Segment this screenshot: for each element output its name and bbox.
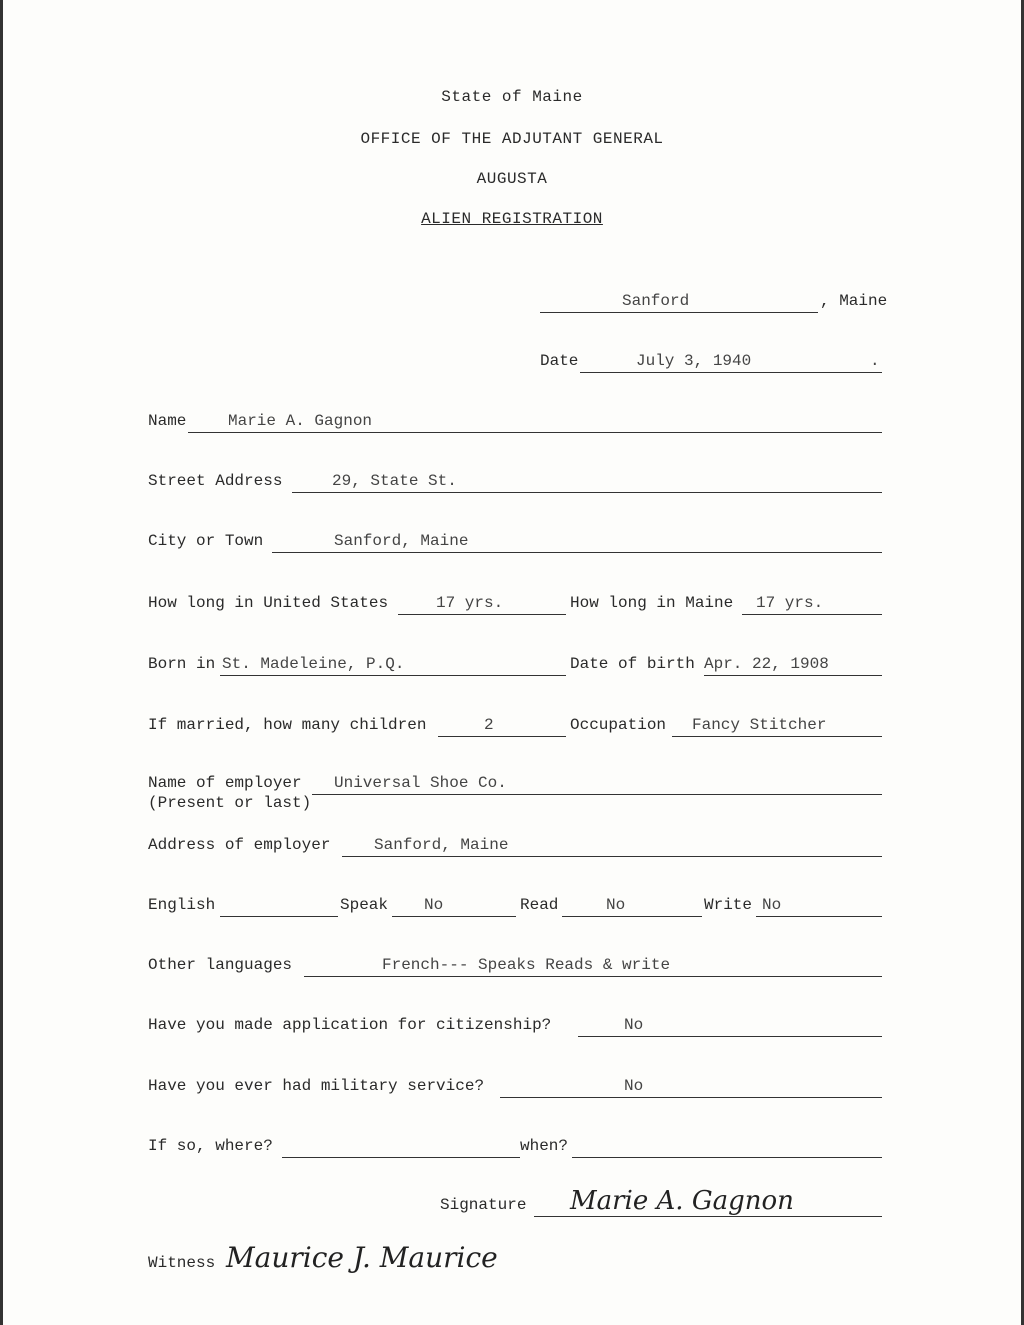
employer-address-label: Address of employer: [148, 836, 331, 854]
children-field[interactable]: 2: [438, 716, 566, 737]
born-label: Born in: [148, 655, 216, 673]
citizenship-row: [148, 1016, 884, 1040]
dob-label: Date of birth: [570, 655, 695, 673]
where-field[interactable]: [282, 1137, 520, 1158]
when-field[interactable]: [572, 1137, 882, 1158]
signature-handwriting: Marie A. Gagnon: [570, 1186, 794, 1216]
witness-row: [148, 1241, 568, 1278]
occupation-field[interactable]: Fancy Stitcher: [672, 716, 882, 737]
english-label: English: [148, 896, 216, 914]
form-title: ALIEN REGISTRATION: [421, 210, 603, 228]
citizenship-field[interactable]: No: [578, 1016, 882, 1037]
city-label: City or Town: [148, 532, 264, 550]
left-scan-edge: [0, 0, 3, 1325]
signature-label: Signature: [440, 1196, 527, 1214]
date-row: [540, 352, 885, 376]
state-suffix: , Maine: [820, 292, 888, 310]
write-label: Write: [704, 896, 753, 914]
name-field[interactable]: Marie A. Gagnon: [188, 412, 882, 433]
birth-row: [148, 655, 884, 679]
maine-years-field[interactable]: 17 yrs.: [742, 594, 882, 615]
witness-field[interactable]: [220, 1241, 560, 1275]
town-field[interactable]: Sanford: [540, 292, 818, 313]
date-field[interactable]: July 3, 1940 .: [580, 352, 882, 373]
employer-sublabel: (Present or last): [148, 794, 312, 812]
city-field[interactable]: Sanford, Maine: [272, 532, 882, 553]
residence-row: [148, 594, 884, 618]
speak-label: Speak: [340, 896, 389, 914]
date-label: Date: [540, 352, 579, 370]
english-field[interactable]: [220, 896, 338, 917]
witness-label: Witness: [148, 1254, 216, 1272]
write-field[interactable]: No: [756, 896, 882, 917]
military-label: Have you ever had military service?: [148, 1077, 485, 1095]
employer-address-field[interactable]: Sanford, Maine: [342, 836, 882, 857]
employer-label: Name of employer: [148, 774, 302, 792]
signature-row: [440, 1186, 884, 1220]
english-row: [148, 896, 884, 920]
signature-field[interactable]: [534, 1186, 882, 1217]
family-row: [148, 716, 884, 740]
us-years-field[interactable]: 17 yrs.: [398, 594, 566, 615]
other-languages-label: Other languages: [148, 956, 293, 974]
location-row: [540, 292, 888, 316]
where-label: If so, where?: [148, 1137, 273, 1155]
witness-handwriting: Maurice J. Maurice: [226, 1241, 498, 1274]
when-label: when?: [520, 1137, 569, 1155]
us-years-label: How long in United States: [148, 594, 389, 612]
service-location-row: [148, 1137, 884, 1161]
name-row: [148, 412, 884, 436]
city-row: [148, 532, 884, 556]
born-field[interactable]: St. Madeleine, P.Q.: [220, 655, 566, 676]
employer-field[interactable]: Universal Shoe Co.: [312, 774, 882, 795]
city-title: AUGUSTA: [476, 170, 548, 188]
citizenship-label: Have you made application for citizenship?: [148, 1016, 552, 1034]
occupation-label: Occupation: [570, 716, 667, 734]
street-field[interactable]: 29, State St.: [292, 472, 882, 493]
employer-address-row: [148, 836, 884, 860]
speak-field[interactable]: No: [392, 896, 516, 917]
read-label: Read: [520, 896, 559, 914]
military-field[interactable]: No: [500, 1077, 882, 1098]
state-title: State of Maine: [441, 88, 583, 106]
children-label: If married, how many children: [148, 716, 427, 734]
other-languages-row: [148, 956, 884, 980]
military-row: [148, 1077, 884, 1101]
street-row: [148, 472, 884, 496]
maine-years-label: How long in Maine: [570, 594, 734, 612]
other-languages-field[interactable]: French--- Speaks Reads & write: [304, 956, 882, 977]
name-label: Name: [148, 412, 187, 430]
office-title: OFFICE OF THE ADJUTANT GENERAL: [360, 130, 664, 148]
street-label: Street Address: [148, 472, 283, 490]
read-field[interactable]: No: [562, 896, 702, 917]
dob-field[interactable]: Apr. 22, 1908: [704, 655, 882, 676]
